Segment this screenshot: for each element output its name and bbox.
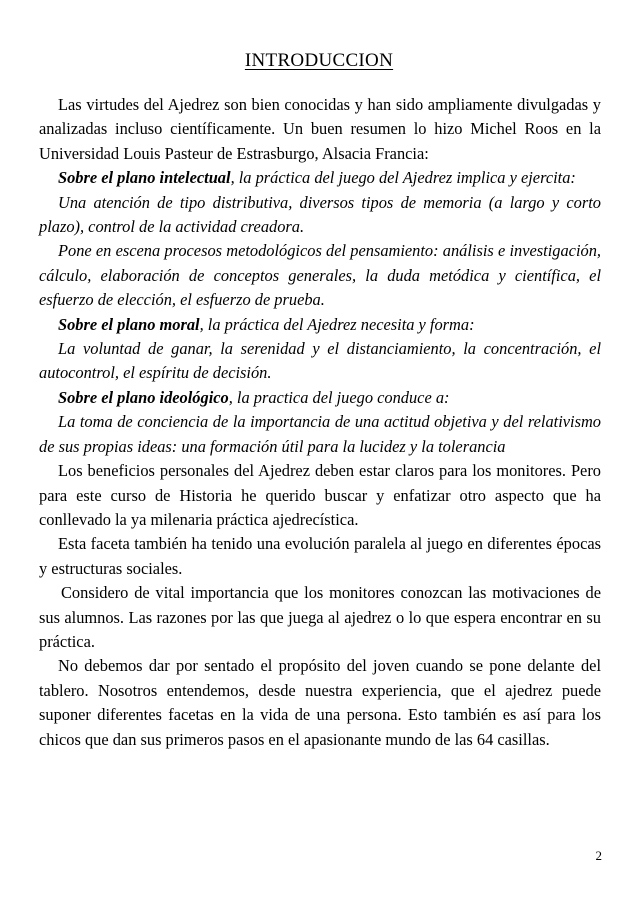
heading-plano-ideologico: Sobre el plano ideológico bbox=[58, 387, 229, 407]
document-body bbox=[39, 93, 601, 752]
paragraph-atencion: Una atención de tipo distributiva, diversos tipos de memoria (a largo y corto plazo), control de la actividad creadora. bbox=[39, 192, 601, 237]
paragraph-toma-conciencia: La toma de conciencia de la importancia de una actitud objetiva y del relativismo de sus propias ideas: una formación útil para la lucidez y la tolerancia bbox=[39, 412, 601, 456]
page-number: 2 bbox=[595, 848, 602, 863]
paragraph-plano-moral bbox=[39, 313, 601, 337]
paragraph-beneficios: Los beneficios personales del Ajedrez deben estar claros para los monitores. Pero para este curso de Historia he querido buscar y enfatizar otro aspecto que ha conllevado la ya milenaria práctica ajedrecística. bbox=[39, 461, 601, 529]
paragraph-plano-moral-text: , la práctica del Ajedrez necesita y forma: bbox=[199, 314, 475, 334]
paragraph-plano-ideologico-text: , la practica del juego conduce a: bbox=[228, 387, 450, 407]
paragraph-plano-intelectual bbox=[39, 166, 601, 190]
paragraph-plano-ideologico bbox=[39, 386, 601, 410]
paragraph-intro: Las virtudes del Ajedrez son bien conocidas y han sido ampliamente divulgadas y analizadas incluso científicamente. Un buen resumen lo hizo Michel Roos en la Universidad Louis Pasteur de Estrasburgo, Alsacia Francia: bbox=[39, 95, 601, 163]
page-title-text: INTRODUCCION bbox=[244, 50, 394, 71]
paragraph-voluntad: La voluntad de ganar, la serenidad y el distanciamiento, la concentración, el autocontrol, el espíritu de decisión. bbox=[39, 339, 601, 383]
page-title bbox=[0, 49, 638, 73]
paragraph-plano-intelectual-text: , la práctica del juego del Ajedrez implica y ejercita: bbox=[230, 168, 576, 188]
paragraph-proposito: No debemos dar por sentado el propósito del joven cuando se pone delante del tablero. Nosotros entendemos, desde nuestra experiencia, que el ajedrez puede suponer diferentes facetas en la vida de una persona. Esto también es así para los chicos que dan sus primeros pasos en el apasionante mundo de las 64 casillas. bbox=[39, 656, 601, 749]
paragraph-motivaciones: Considero de vital importancia que los monitores conozcan las motivaciones de sus alumnos. Las razones por las que juega al ajedrez o lo que espera encontrar en su práctica. bbox=[39, 583, 601, 651]
paragraph-procesos: Pone en escena procesos metodológicos del pensamiento: análisis e investigación, cálculo, elaboración de conceptos generales, la duda metódica y científica, el esfuerzo de elección, el esfuerzo de prueba. bbox=[39, 241, 601, 310]
heading-plano-intelectual: Sobre el plano intelectual bbox=[58, 168, 231, 188]
heading-plano-moral: Sobre el plano moral bbox=[58, 314, 200, 334]
paragraph-faceta: Esta faceta también ha tenido una evolución paralela al juego en diferentes épocas y estructuras sociales. bbox=[39, 534, 601, 578]
